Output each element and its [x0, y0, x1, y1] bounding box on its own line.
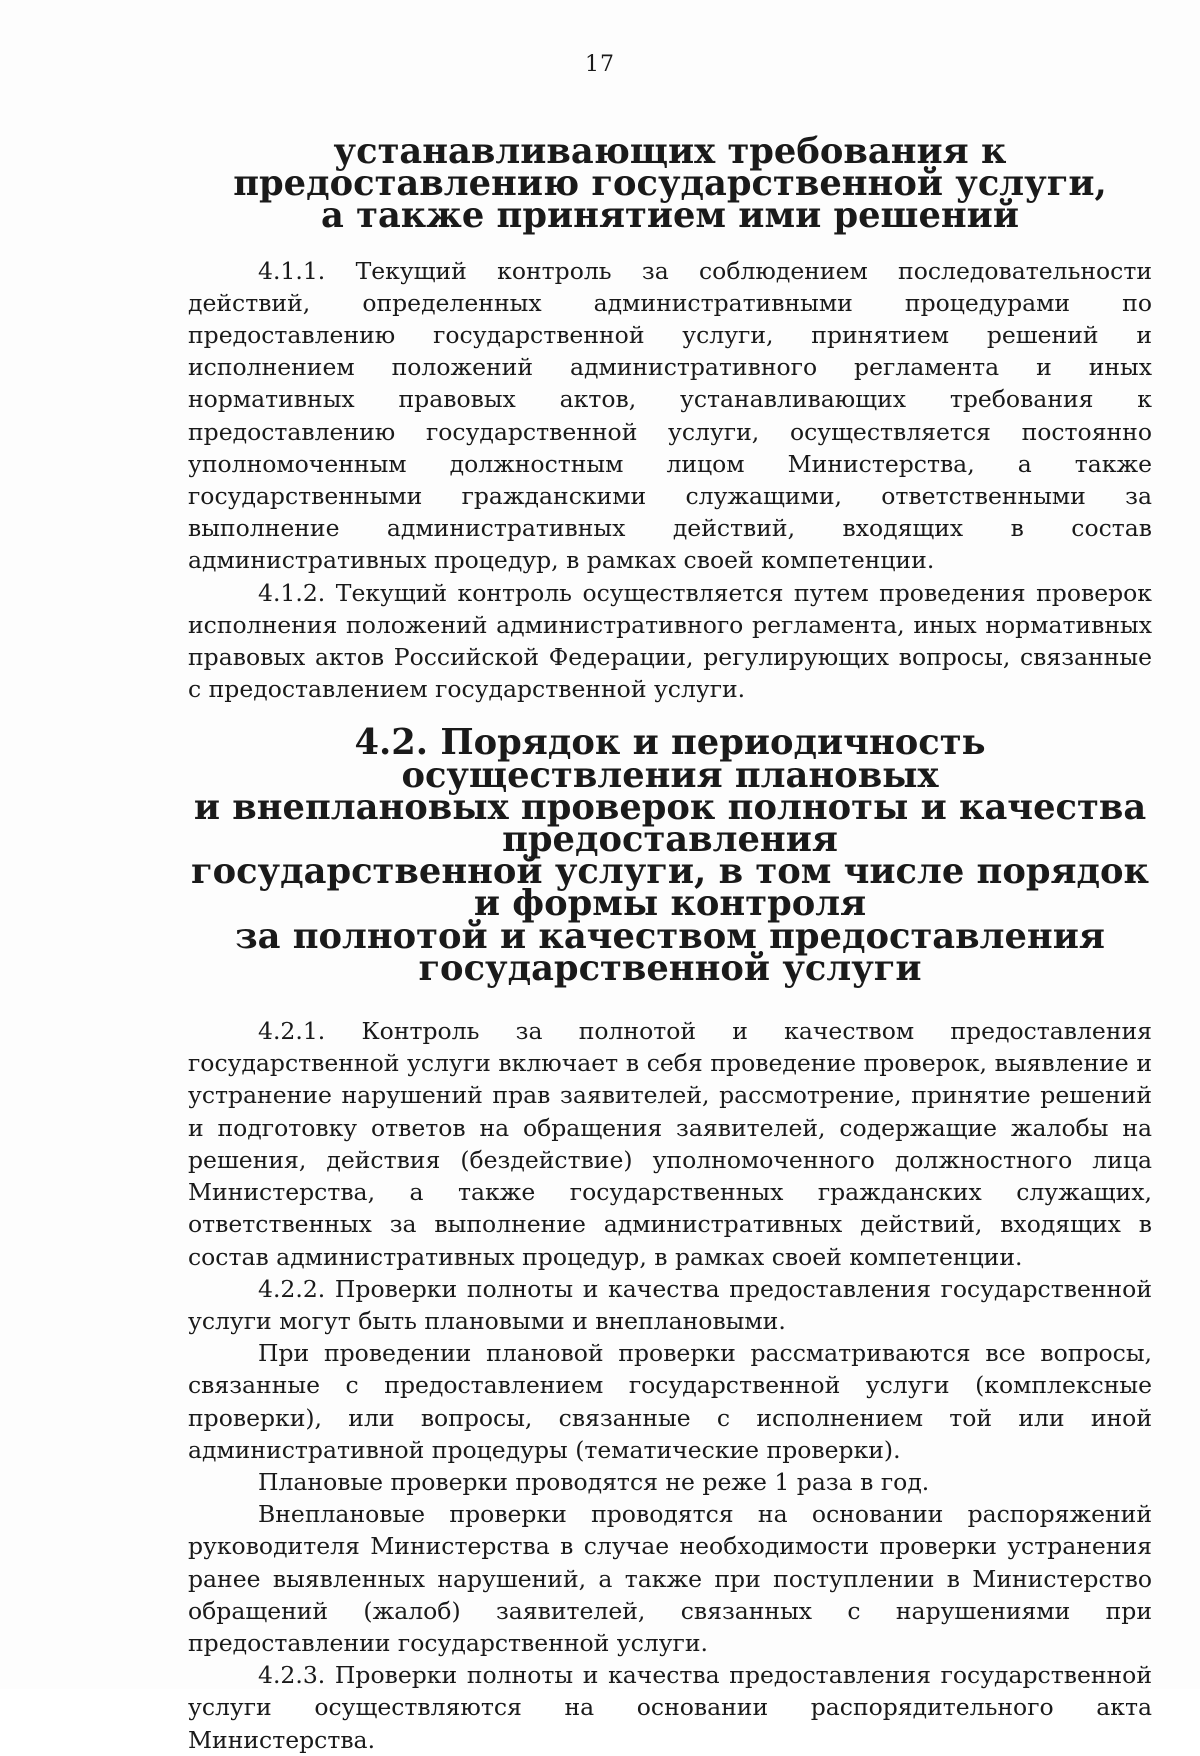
- paragraph-4-1-1: 4.1.1. Текущий контроль за соблюдением последовательности действий, определенных административными процедурами по предоставлению государственной услуги, принятием решений и исполнением положений административного регламента и иных нормативных правовых актов, устанавливающих требования к предоставлению государственной услуги, осуществляется постоянно уполномоченным должностным лицом Министерства, а также государственными гражданскими служащими, ответственными за выполнение административных действий, входящих в состав административных процедур, в рамках своей компетенции.: [188, 256, 1152, 575]
- paragraph-planned-check: При проведении плановой проверки рассматриваются все вопросы, связанные с предоставлением государственной услуги (комплексные проверки), или вопросы, связанные с исполнением той или иной административной процедуры (тематические проверки).: [188, 1339, 1152, 1464]
- heading-line: 4.2. Порядок и периодичность осуществления плановых: [354, 722, 986, 796]
- heading-line: и внеплановых проверок полноты и качества предоставления: [193, 786, 1147, 861]
- paragraph-4-2-1: 4.2.1. Контроль за полнотой и качеством предоставления государственной услуги включает в себя проведение проверок, выявление и устранение нарушений прав заявителей, рассмотрение, принятие решений и подготовку ответов на обращения заявителей, содержащие жалобы на решения, действия (бездействие) уполномоченного должностного лица Министерства, а также государственных гражданских служащих, ответственных за выполнение административных действий, входящих в состав административных процедур, в рамках своей компетенции.: [188, 1017, 1152, 1271]
- paragraph-4-2-3: 4.2.3. Проверки полноты и качества предоставления государственной услуги осуществляются на основании распорядительного акта Министерства.: [188, 1661, 1152, 1754]
- paragraph-planned-frequency: Плановые проверки проводятся не реже 1 раза в год.: [258, 1467, 930, 1496]
- paragraph-unplanned-check: Внеплановые проверки проводятся на основании распоряжений руководителя Министерства в случае необходимости проверки устранения ранее выявленных нарушений, а также при поступлении в Министерство обращений (жалоб) заявителей, связанных с нарушениями при предоставлении государственной услуги.: [188, 1500, 1152, 1657]
- page-content: [188, 131, 1152, 1756]
- heading-line: за полнотой и качеством предоставления государственной услуги: [235, 915, 1105, 989]
- heading-line: а также принятием ими решений: [321, 195, 1019, 237]
- paragraph-4-2-2: 4.2.2. Проверки полноты и качества предоставления государственной услуги могут быть плановыми и внеплановыми.: [188, 1274, 1152, 1335]
- heading-line: устанавливающих требования к предоставлению государственной услуги,: [233, 131, 1107, 205]
- section-heading-continued: [188, 131, 1152, 237]
- paragraph-4-1-2: 4.1.2. Текущий контроль осуществляется путем проведения проверок исполнения положений административного регламента, иных нормативных правовых актов Российской Федерации, регулирующих вопросы, связанные с предоставлением государственной услуги.: [188, 578, 1152, 704]
- heading-line: государственной услуги, в том числе порядок и формы контроля: [190, 851, 1150, 925]
- section-heading-4-2: [188, 722, 1152, 989]
- page-number: 17: [585, 52, 615, 77]
